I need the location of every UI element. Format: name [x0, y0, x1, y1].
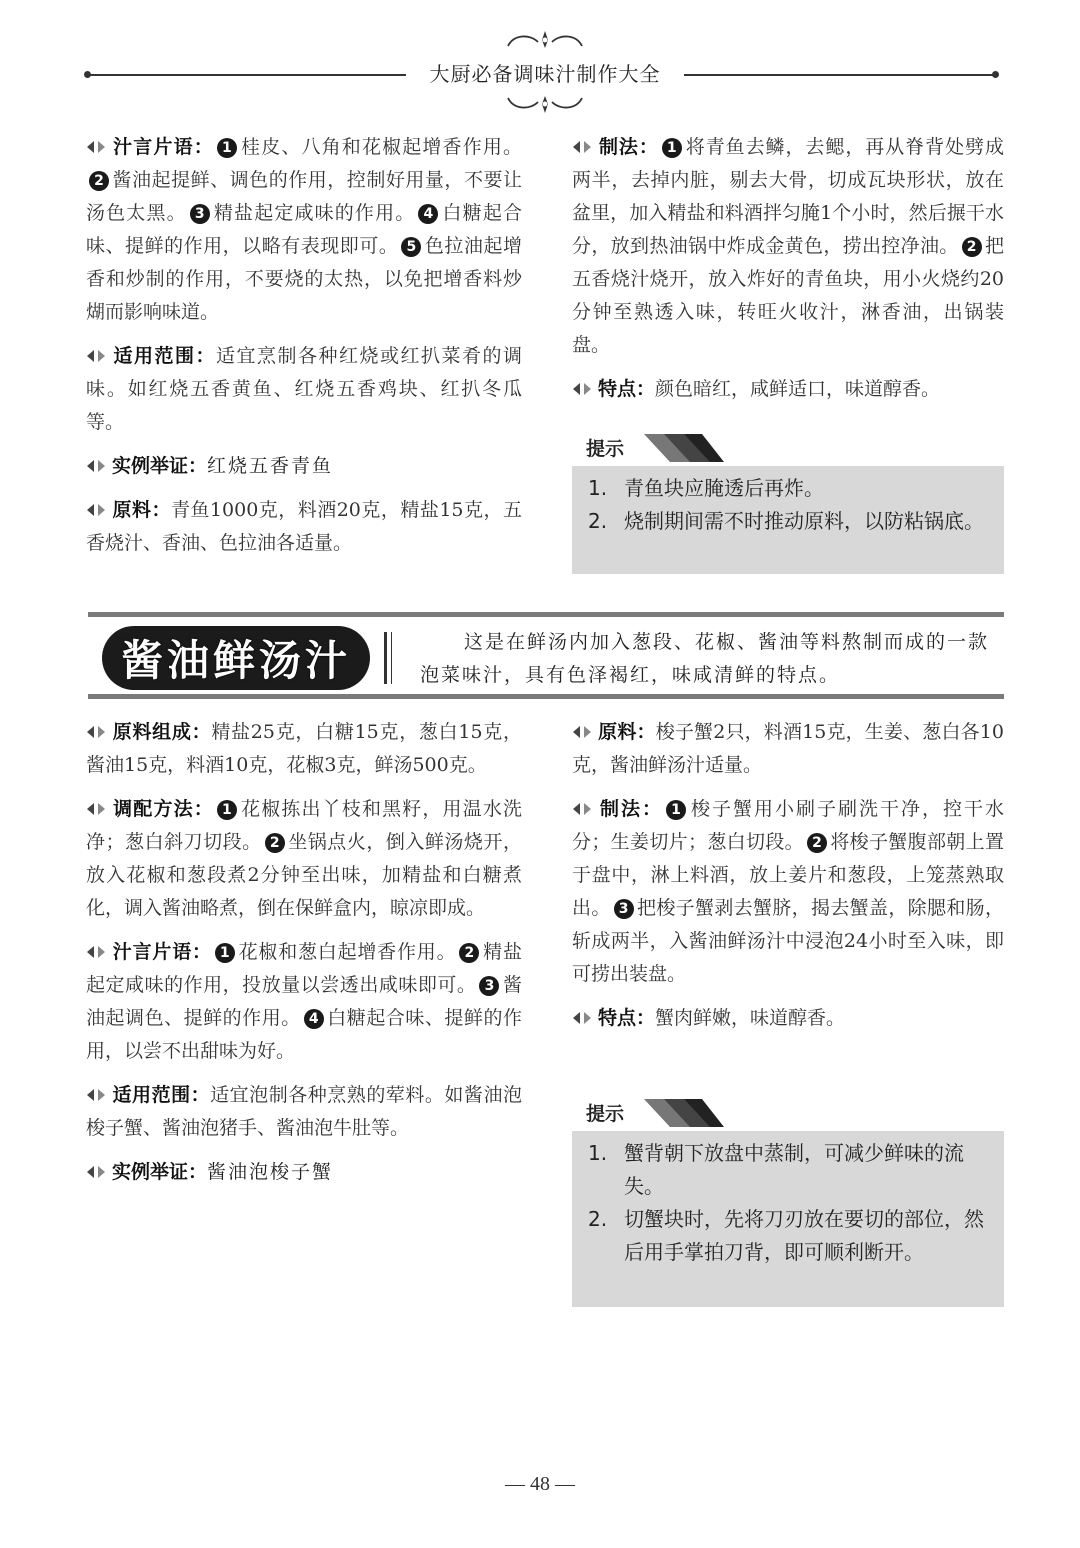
- tip-box-2: [572, 1095, 1004, 1307]
- diamond-bullet-icon: [86, 725, 106, 739]
- circled-number-icon: 1: [662, 138, 682, 158]
- example-dish-name: 红烧五香青鱼: [207, 455, 334, 477]
- tip-item-text: 切蟹块时，先将刀刃放在要切的部位，然后用手掌拍刀背，即可顺利断开。: [624, 1207, 984, 1264]
- tip-item-number: 2.: [588, 509, 608, 533]
- circled-number-icon: 3: [614, 899, 634, 919]
- paragraph-label: 调配方法：: [112, 798, 214, 820]
- paragraph-text: 颜色暗红，咸鲜适口，味道醇香。: [655, 378, 941, 400]
- example-dish-name: 酱油泡梭子蟹: [207, 1161, 334, 1183]
- circled-number-icon: 5: [401, 237, 421, 257]
- step-text: 色拉油起增香和炒制的作用，不要烧的太热，以免把增香料炒煳而影响味道。: [86, 235, 522, 323]
- diamond-bullet-icon: [572, 725, 592, 739]
- circled-number-icon: 2: [265, 833, 285, 853]
- tip-stripes-icon: [634, 430, 724, 466]
- paragraph-label: 原料：: [112, 499, 171, 521]
- circled-number-icon: 1: [217, 138, 237, 158]
- circled-number-icon: 3: [479, 976, 499, 996]
- banner-bar: [384, 632, 387, 684]
- tip-item-text: 青鱼块应腌透后再炸。: [624, 476, 824, 500]
- tip-list: [572, 466, 1004, 548]
- step-text: 精盐起定咸味的作用。: [212, 202, 416, 224]
- step-text: 酱油起提鲜、调色的作用，控制好用量，不要让汤色太黑。: [86, 169, 522, 224]
- diamond-bullet-icon: [86, 459, 106, 473]
- recipe-paragraph: [86, 340, 522, 439]
- step-text: 酱油起调色、提鲜的作用。: [86, 974, 522, 1029]
- recipe-paragraph: [86, 716, 522, 782]
- step-text: 把梭子蟹剥去蟹脐，揭去蟹盖，除腮和肠，斩成两半，入酱油鲜汤汁中浸泡24小时至入味，即可捞出装盘。: [572, 897, 1004, 985]
- scroll-ornament-icon: [500, 28, 590, 52]
- circled-number-icon: 1: [217, 800, 237, 820]
- step-text: 坐锅点火，倒入鲜汤烧开，放入花椒和葱段煮2分钟至出味，加精盐和白糖煮化，调入酱油略煮，倒在保鲜盒内，晾凉即成。: [86, 831, 522, 919]
- tip-header: [572, 1095, 1004, 1131]
- tip-title: 提示: [586, 1103, 625, 1125]
- recipe-title: 酱油鲜汤汁: [120, 636, 351, 685]
- circled-number-icon: 1: [215, 943, 235, 963]
- diamond-bullet-icon: [86, 1165, 106, 1179]
- step-text: 精盐起定咸味的作用，投放量以尝透出咸味即可。: [86, 941, 522, 996]
- tip-item-number: 2.: [588, 1207, 608, 1231]
- diamond-bullet-icon: [572, 382, 592, 396]
- paragraph-label: 制法：: [598, 136, 659, 158]
- paragraph-label: 汁言片语：: [112, 136, 214, 158]
- paragraph-text: 青鱼1000克，料酒20克，精盐15克，五香烧汁、香油、色拉油各适量。: [86, 499, 522, 554]
- scroll-ornament-icon: [500, 92, 590, 116]
- diamond-bullet-icon: [86, 349, 106, 363]
- section1-right-column: [572, 131, 1004, 417]
- step-text: 花椒和葱白起增香作用。: [237, 941, 457, 963]
- page-title: 大厨必备调味汁制作大全: [429, 62, 661, 86]
- tip-item-number: 1.: [588, 476, 608, 500]
- paragraph-text: 蟹肉鲜嫩，味道醇香。: [655, 1007, 846, 1029]
- recipe-paragraph: [86, 450, 522, 483]
- step-text: 把五香烧汁烧开，放入炸好的青鱼块，用小火烧约20分钟至熟透入味，转旺火收汁，淋香油，出锅装盘。: [572, 235, 1004, 356]
- circled-number-icon: 1: [666, 800, 686, 820]
- recipe-paragraph: [86, 494, 522, 560]
- paragraph-label: 适用范围：: [112, 345, 216, 367]
- paragraph-label: 制法：: [598, 798, 663, 820]
- recipe-paragraph: [572, 793, 1004, 991]
- tip-title: 提示: [586, 438, 625, 460]
- step-text: 梭子蟹用小刷子刷洗干净，控干水分；生姜切片；葱白切段。: [572, 798, 1004, 853]
- tip-item: [588, 1137, 990, 1203]
- banner-bar-thin: [391, 632, 392, 684]
- step-text: 将青鱼去鳞，去鳃，再从脊背处劈成两半，去掉内脏，剔去大骨，切成瓦块形状，放在盆里，加入精盐和料酒拌匀腌1个小时，然后搌干水分，放到热油锅中炸成金黄色，捞出控净油。: [572, 136, 1004, 257]
- paragraph-text: 精盐25克，白糖15克，葱白15克，酱油15克，料酒10克，花椒3克，鲜汤500克。: [86, 721, 522, 776]
- tip-stripes-icon: [634, 1095, 724, 1131]
- tip-item: [588, 1203, 990, 1269]
- recipe-paragraph: [572, 1002, 1004, 1035]
- diamond-bullet-icon: [86, 945, 106, 959]
- page-number: — 48 —: [505, 1473, 575, 1495]
- recipe-title-badge: [102, 626, 370, 690]
- recipe-paragraph: [86, 936, 522, 1068]
- tip-header: [572, 430, 1004, 466]
- section1-left-column: [86, 131, 522, 571]
- paragraph-text: 适宜烹制各种红烧或红扒菜肴的调味。如红烧五香黄鱼、红烧五香鸡块、红扒冬瓜等。: [86, 345, 522, 433]
- tip-item-text: 蟹背朝下放盘中蒸制，可减少鲜味的流失。: [624, 1141, 964, 1198]
- circled-number-icon: 4: [304, 1009, 324, 1029]
- tip-box-1: [572, 430, 1004, 574]
- recipe-paragraph: [86, 1156, 522, 1189]
- paragraph-text: 梭子蟹2只，料酒15克，生姜、葱白各10克，酱油鲜汤汁适量。: [572, 721, 1004, 776]
- paragraph-label: 特点：: [598, 1007, 656, 1029]
- circled-number-icon: 3: [190, 204, 210, 224]
- step-text: 将梭子蟹腹部朝上置于盘中，淋上料酒，放上姜片和葱段，上笼蒸熟取出。: [572, 831, 1004, 919]
- paragraph-label: 实例举证：: [112, 455, 208, 477]
- circled-number-icon: 2: [459, 943, 479, 963]
- diamond-bullet-icon: [86, 802, 106, 816]
- section2-right-column: [572, 716, 1004, 1046]
- header-dot-left: [84, 71, 91, 78]
- step-text: 花椒拣出丫枝和黑籽，用温水洗净；葱白斜刀切段。: [86, 798, 522, 853]
- page-header: [0, 0, 1080, 120]
- recipe-paragraph: [86, 1079, 522, 1145]
- recipe-paragraph: [86, 131, 522, 329]
- step-text: 白糖起合味、提鲜的作用，以略有表现即可。: [86, 202, 522, 257]
- circled-number-icon: 2: [807, 833, 827, 853]
- recipe-paragraph: [572, 373, 1004, 406]
- section2-left-column: [86, 716, 522, 1200]
- tip-item-text: 烧制期间需不时推动原料，以防粘锅底。: [624, 509, 984, 533]
- step-text: 桂皮、八角和花椒起增香作用。: [239, 136, 522, 158]
- diamond-bullet-icon: [86, 1088, 106, 1102]
- circled-number-icon: 2: [89, 171, 109, 191]
- tip-list: [572, 1131, 1004, 1279]
- recipe-paragraph: [572, 716, 1004, 782]
- paragraph-text: 适宜泡制各种烹熟的荤料。如酱油泡梭子蟹、酱油泡猪手、酱油泡牛肚等。: [86, 1084, 522, 1139]
- paragraph-label: 汁言片语：: [112, 941, 212, 963]
- tip-item: [588, 505, 990, 538]
- paragraph-label: 适用范围：: [112, 1084, 211, 1106]
- recipe-paragraph: [572, 131, 1004, 362]
- paragraph-label: 特点：: [598, 378, 656, 400]
- diamond-bullet-icon: [572, 140, 592, 154]
- circled-number-icon: 2: [962, 237, 982, 257]
- section-divider-top: [88, 612, 1004, 617]
- paragraph-label: 实例举证：: [112, 1161, 208, 1183]
- diamond-bullet-icon: [86, 140, 106, 154]
- tip-item: [588, 472, 990, 505]
- diamond-bullet-icon: [86, 503, 106, 517]
- recipe-description: 这是在鲜汤内加入葱段、花椒、酱油等料熬制而成的一款泡菜味汁，具有色泽褐红，味咸清鲜的特点。: [420, 631, 990, 686]
- header-dot-right: [992, 71, 999, 78]
- header-rule-left: [88, 74, 406, 76]
- circled-number-icon: 4: [418, 204, 438, 224]
- diamond-bullet-icon: [572, 802, 592, 816]
- recipe-paragraph: [86, 793, 522, 925]
- tip-item-number: 1.: [588, 1141, 608, 1165]
- step-text: 白糖起合味、提鲜的作用，以尝不出甜味为好。: [86, 1007, 522, 1062]
- section-divider-bottom: [88, 694, 1004, 699]
- header-rule-right: [684, 74, 994, 76]
- paragraph-label: 原料组成：: [112, 721, 212, 743]
- paragraph-label: 原料：: [598, 721, 656, 743]
- diamond-bullet-icon: [572, 1011, 592, 1025]
